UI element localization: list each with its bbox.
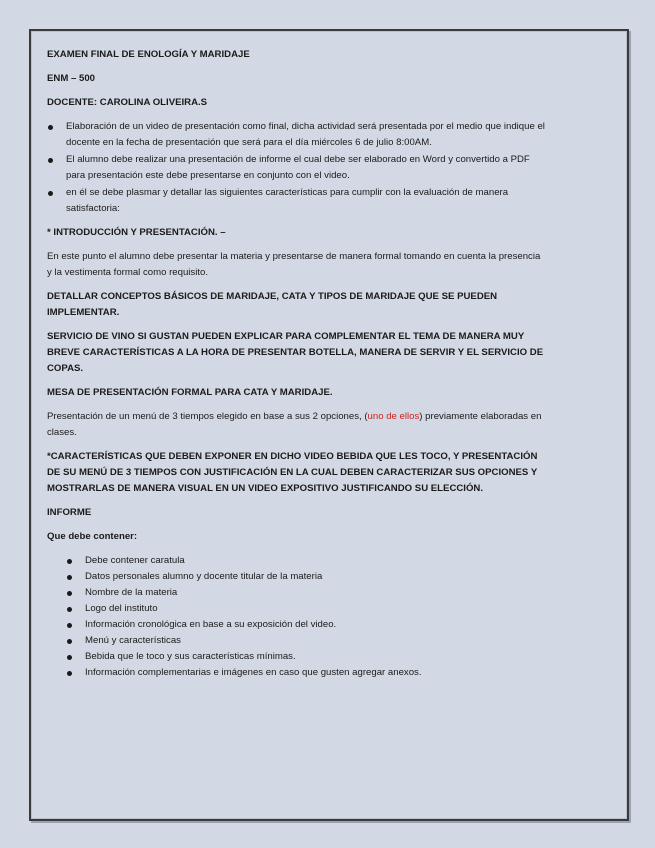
intro-heading: * INTRODUCCIÓN Y PRESENTACIÓN. – [47,227,226,238]
menu-text-end: ) previamente elaboradas en clases. [47,411,542,438]
list-item: Nombre de la materia [47,585,547,601]
list-item: Datos personales alumno y docente titular de la materia [47,569,547,585]
report-heading: INFORME [47,507,92,518]
teacher-name: DOCENTE: CAROLINA OLIVEIRA.S [47,97,208,108]
list-item: Información cronológica en base a su exposición del video. [47,617,547,633]
document-body [47,47,547,689]
document-title: EXAMEN FINAL DE ENOLOGÍA Y MARIDAJE [47,49,250,60]
list-item: Debe contener caratula [47,553,547,569]
table-heading: MESA DE PRESENTACIÓN FORMAL PARA CATA Y MARIDAJE. [47,387,333,398]
list-item: El alumno debe realizar una presentación de informe el cual debe ser elaborado en Word y convertido a PDF para presentación este debe presentarse en conjunto con el video. [47,152,547,184]
intro-text: En este punto el alumno debe presentar la materia y presentarse de manera formal tomando en cuenta la presencia y la vestimenta formal como requisito. [47,251,541,278]
list-item: Menú y características [47,633,547,649]
wine-service-heading: SERVICIO DE VINO SI GUSTAN PUEDEN EXPLICAR PARA COMPLEMENTAR EL TEMA DE MANERA MUY BREVE CARACTERÍSTICAS A LA HORA DE PRESENTAR BOTELLA, MANERA DE SERVIR Y EL SERVICIO DE COPAS. [47,331,544,374]
list-item: Elaboración de un video de presentación como final, dicha actividad será presentada por el medio que indique el docente en la fecha de presentación que será para el día miércoles 6 de julio 8:00AM. [47,119,547,151]
menu-text-start: Presentación de un menú de 3 tiempos elegido en base a sus 2 opciones, ( [47,411,368,422]
list-item: Bebida que le toco y sus características mínimas. [47,649,547,665]
menu-text [47,409,547,441]
list-item: Logo del instituto [47,601,547,617]
list-item: Información complementarias e imágenes en caso que gusten agregar anexos. [47,665,547,681]
report-items-list [47,553,547,681]
list-item: en él se debe plasmar y detallar las siguientes características para cumplir con la evaluación de manera satisfactoria: [47,185,547,217]
features-heading: *CARACTERÍSTICAS QUE DEBEN EXPONER EN DICHO VIDEO BEBIDA QUE LES TOCO, Y PRESENTACIÓN DE SU MENÚ DE 3 TIEMPOS CON JUSTIFICACIÓN EN LA CUAL DEBEN CARACTERIZAR SUS OPCIONES Y MOSTRARLAS DE MANERA VISUAL EN UN VIDEO EXPOSITIVO JUSTIFICANDO SU ELECCIÓN. [47,451,538,494]
course-code: ENM – 500 [47,73,95,84]
detail-heading: DETALLAR CONCEPTOS BÁSICOS DE MARIDAJE, CATA Y TIPOS DE MARIDAJE QUE SE PUEDEN IMPLEMENTAR. [47,291,498,318]
contents-heading: Que debe contener: [47,531,138,542]
menu-text-highlight: uno de ellos [367,411,420,422]
instructions-list [47,119,547,217]
